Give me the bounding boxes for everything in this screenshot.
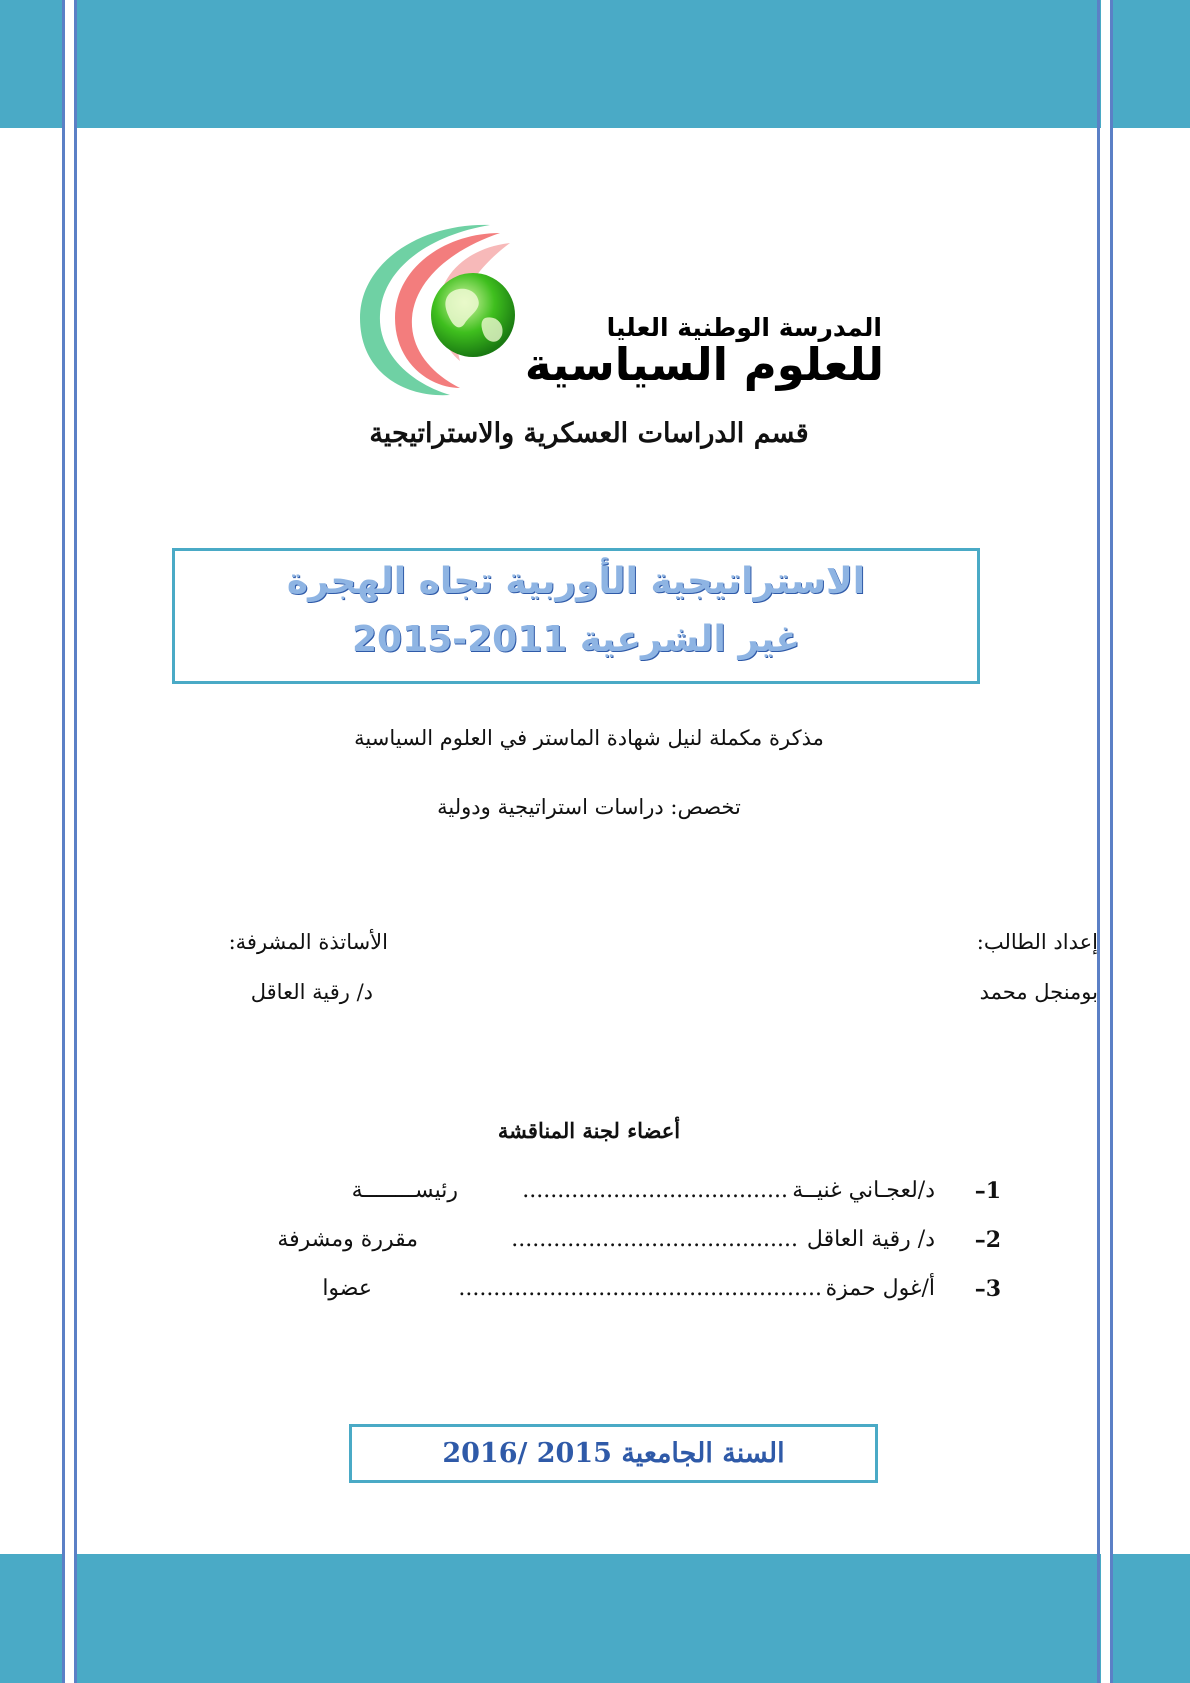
specialization: تخصص: دراسات استراتيجية ودولية [437, 795, 741, 819]
member-dots: .................................................... [458, 1276, 822, 1301]
student-label: إعداد الطالب: [976, 930, 1098, 954]
frame-gap-left [64, 0, 74, 1683]
committee-member [80, 1178, 1098, 1218]
member-dots: ...................................... [522, 1178, 788, 1203]
member-number: 2– [974, 1227, 1001, 1253]
cover-page [80, 128, 1098, 1554]
department-name: قسم الدراسات العسكرية والاستراتيجية [369, 418, 809, 449]
member-number: 3– [974, 1276, 1001, 1302]
academic-year: السنة الجامعية 2015 /2016 [349, 1424, 878, 1483]
member-role: مقررة ومشرفة [277, 1227, 418, 1252]
thesis-title-line2: غير الشرعية 2011-2015 [351, 619, 801, 660]
committee-title: أعضاء لجنة المناقشة [497, 1118, 681, 1143]
member-name: أ/غول حمزة [825, 1276, 935, 1301]
member-role: رئيســــــــة [351, 1178, 458, 1203]
thesis-title-box [172, 548, 980, 684]
logo-text-line2: للعلوم السياسية [524, 338, 884, 391]
member-name: د/لعجـاني غنيــة [792, 1178, 935, 1203]
frame-line-left-outer [62, 0, 65, 1683]
bottom-band [0, 1554, 1190, 1683]
student-name: بومنجل محمد [979, 980, 1098, 1004]
supervisor-name: د/ رقية العاقل [250, 980, 373, 1004]
logo-text-line1: المدرسة الوطنية العليا [606, 313, 882, 342]
frame-line-left-inner [74, 0, 77, 1683]
member-dots: ......................................... [511, 1227, 798, 1252]
committee-member [80, 1276, 1098, 1316]
frame-line-right-outer [1110, 0, 1113, 1683]
memo-description: مذكرة مكملة لنيل شهادة الماستر في العلوم السياسية [354, 726, 824, 750]
member-name: د/ رقية العاقل [806, 1227, 935, 1252]
thesis-title-line1: الاستراتيجية الأوربية تجاه الهجرة [286, 561, 866, 602]
member-number: 1– [974, 1178, 1001, 1204]
supervisor-label: الأساتذة المشرفة: [228, 930, 388, 954]
committee-member [80, 1227, 1098, 1267]
top-band [0, 0, 1190, 128]
globe-icon [431, 273, 515, 357]
member-role: عضوا [322, 1276, 372, 1301]
